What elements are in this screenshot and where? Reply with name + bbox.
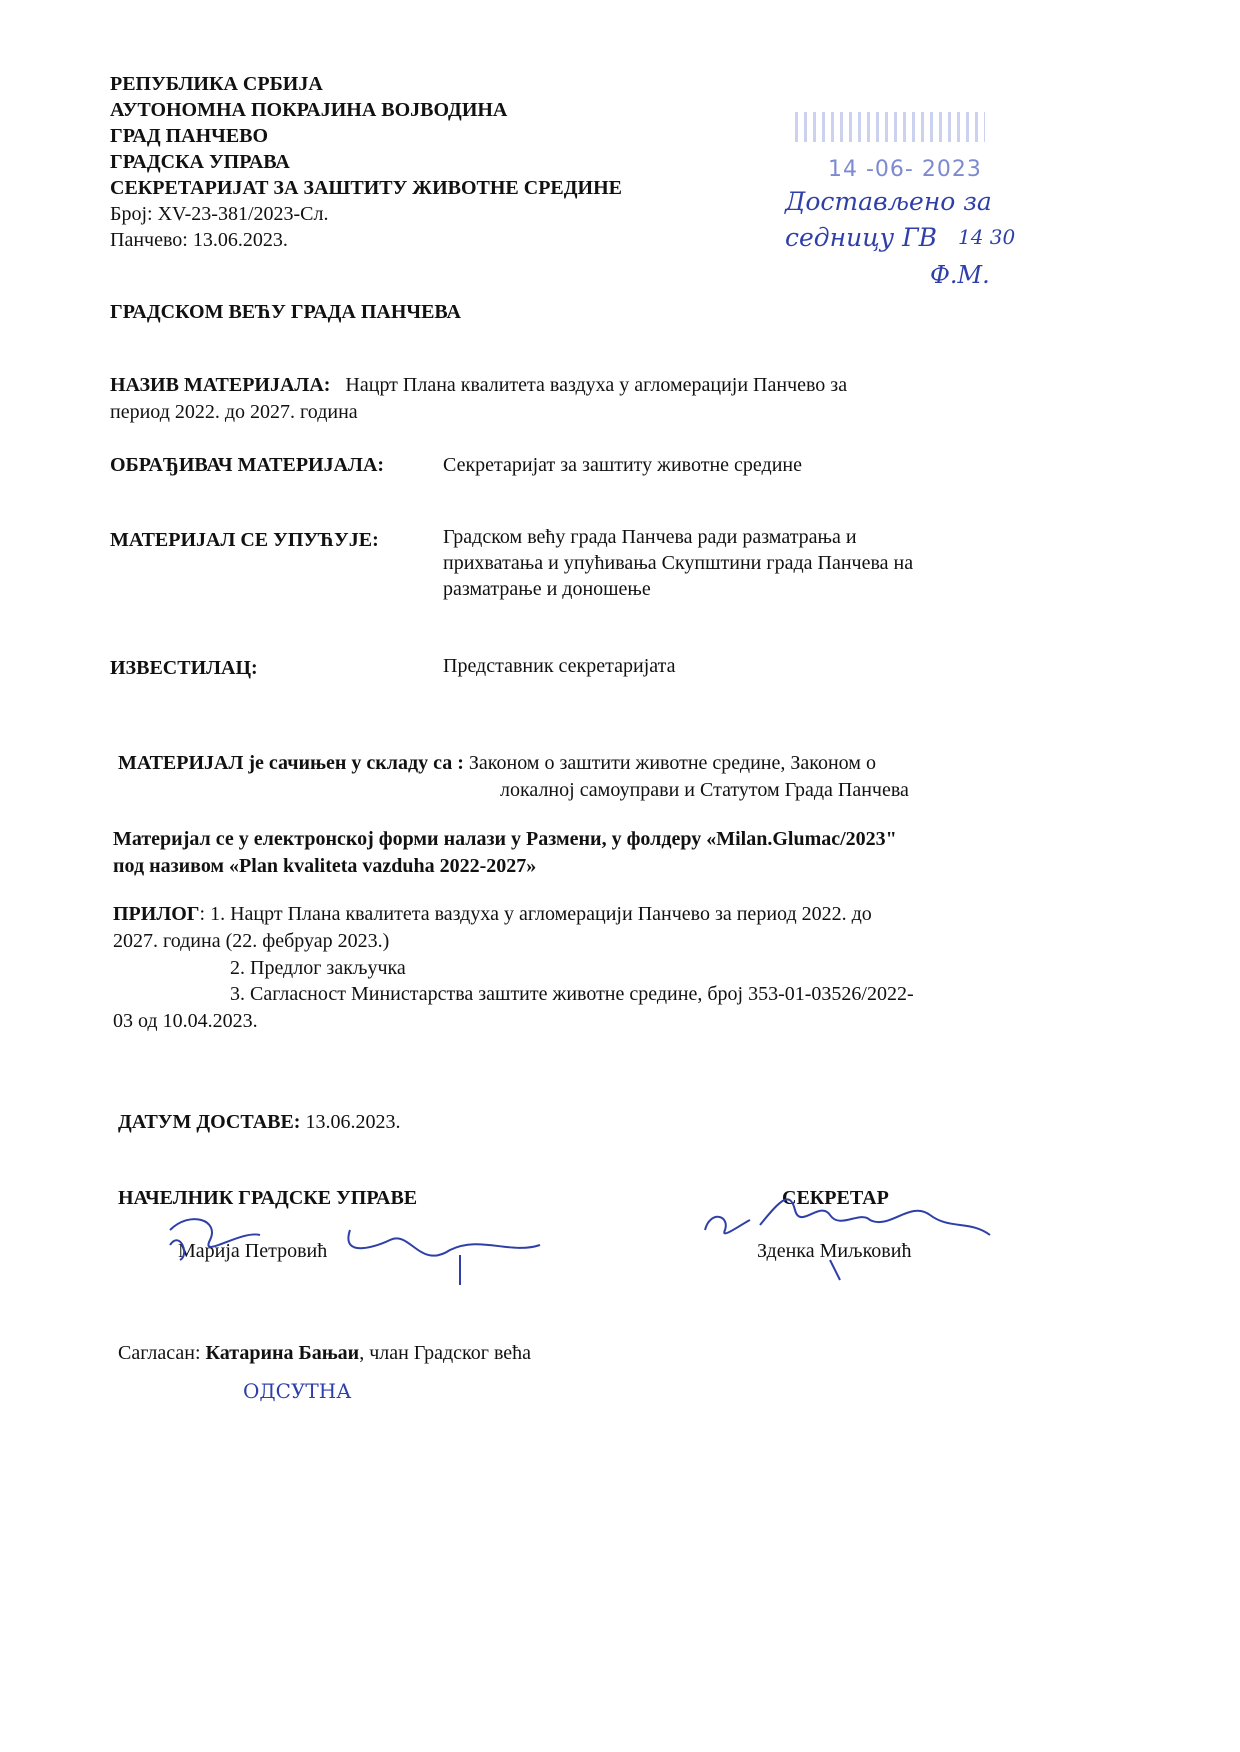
attachments-label: ПРИЛОГ: [113, 903, 200, 925]
reporter-label: ИЗВЕСТИЛАЦ:: [110, 657, 258, 679]
author-value: Секретаријат за заштиту животне средине: [443, 454, 802, 476]
handwritten-initials: Ф.М.: [930, 261, 990, 289]
electronic-note: под називом «Plan kvaliteta vazduha 2022-2027»: [113, 855, 537, 877]
header-line: ГРАД ПАНЧЕВО: [110, 125, 269, 147]
left-signatory-title: НАЧЕЛНИК ГРАДСКЕ УПРАВЕ: [118, 1187, 418, 1209]
attachment-item-1: [113, 901, 872, 927]
sent-value: разматрање и доношење: [443, 578, 651, 600]
title-line: [110, 372, 847, 398]
header-line: ГРАДСКА УПРАВА: [110, 151, 290, 173]
right-signatory-name: Зденка Миљковић: [757, 1240, 912, 1262]
document-number: Број: XV-23-381/2023-Сл.: [110, 203, 329, 225]
delivery-date: [118, 1109, 400, 1135]
header-line: РЕПУБЛИКА СРБИЈА: [110, 73, 323, 95]
compliance-line: [118, 750, 876, 776]
sent-value: Градском већу града Панчева ради разматрања и: [443, 526, 857, 548]
attachment-item-3: 3. Сагласност Министарства заштите животне средине, број 353-01-03526/2022-: [230, 983, 914, 1005]
compliance-value: Законом о заштити животне средине, Законом о: [468, 752, 876, 774]
delivery-label: ДАТУМ ДОСТАВЕ:: [118, 1111, 301, 1133]
title-value: Нацрт Плана квалитета ваздуха у агломерацији Панчево за: [345, 374, 848, 396]
title-label: НАЗИВ МАТЕРИЈАЛА:: [110, 374, 331, 396]
delivery-value: 13.06.2023.: [305, 1111, 401, 1133]
header-line: АУТОНОМНА ПОКРАЈИНА ВОЈВОДИНА: [110, 99, 508, 121]
right-signatory-title: СЕКРЕТАР: [782, 1187, 889, 1209]
sent-value: прихватања и упућивања Скупштини града Панчева на: [443, 552, 914, 574]
attachment-item-3-cont: 03 од 10.04.2023.: [113, 1010, 258, 1032]
author-label: ОБРАЂИВАЧ МАТЕРИЈАЛА:: [110, 454, 385, 476]
attachment-item-1-cont: 2027. година (22. фебруар 2023.): [113, 930, 390, 952]
place-date: Панчево: 13.06.2023.: [110, 229, 288, 251]
stamp-header-faded: [795, 112, 985, 142]
left-signatory-name: Марија Петровић: [178, 1240, 328, 1262]
left-signature: [150, 1200, 550, 1290]
handwritten-note: Достављено за: [785, 187, 992, 216]
compliance-value: локалној самоуправи и Статутом Града Панчева: [500, 779, 909, 801]
consent-line: [118, 1340, 531, 1366]
handwritten-note: седницу ГВ: [785, 223, 938, 252]
attachment-item-2: 2. Предлог закључка: [230, 957, 406, 979]
handwritten-absent-note: ОДСУТНА: [243, 1379, 352, 1403]
reporter-value: Представник секретаријата: [443, 655, 676, 677]
title-value: период 2022. до 2027. година: [110, 401, 358, 423]
electronic-note: Материјал се у електронској форми налази у Размени, у фолдеру «Milan.Glumac/2023": [113, 828, 897, 850]
compliance-label: МАТЕРИЈАЛ је сачињен у складу са :: [118, 752, 464, 774]
stamp-date: 14 -06- 2023: [828, 157, 982, 182]
right-signature: [700, 1180, 1020, 1290]
attachment-text: : 1. Нацрт Плана квалитета ваздуха у агломерацији Панчево за период 2022. до: [199, 903, 872, 925]
header-line: СЕКРЕТАРИЈАТ ЗА ЗАШТИТУ ЖИВОТНЕ СРЕДИНЕ: [110, 177, 622, 199]
sent-label: МАТЕРИЈАЛ СЕ УПУЋУЈЕ:: [110, 529, 379, 551]
recipient: ГРАДСКОМ ВЕЋУ ГРАДА ПАНЧЕВА: [110, 301, 461, 323]
handwritten-time: 14 30: [958, 225, 1016, 249]
consent-role: , члан Градског већа: [359, 1342, 532, 1364]
consent-name: Катарина Бањаи: [205, 1342, 360, 1364]
consent-label: Сагласан:: [118, 1342, 201, 1364]
